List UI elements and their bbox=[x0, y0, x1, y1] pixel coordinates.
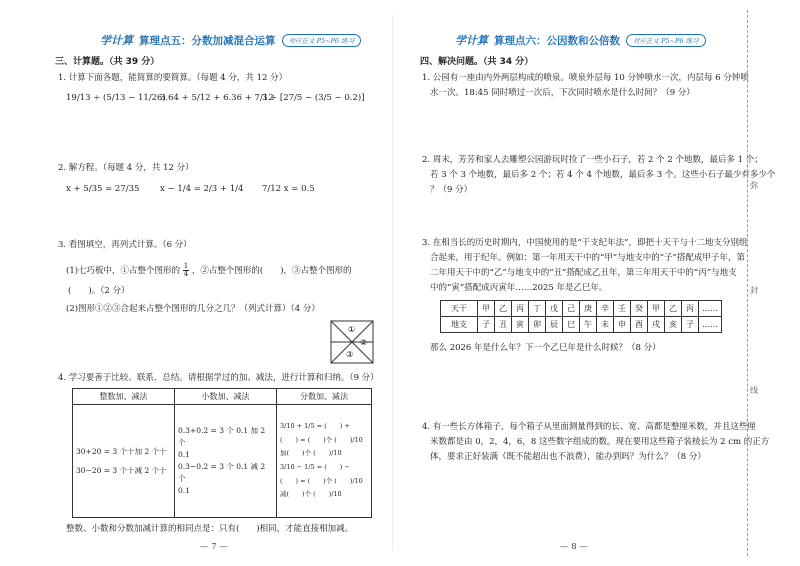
dizhi-cell: 酉 bbox=[631, 317, 648, 333]
q2-expr2: x − 1/4 = 2/3 + 1/4 bbox=[160, 184, 244, 194]
q4-table bbox=[72, 388, 372, 518]
right-page bbox=[400, 0, 776, 566]
p3-question: 那么 2026 年是什么年？下一个乙巳年是什么时候？（8 分） bbox=[430, 343, 661, 353]
p1-line2: 水一次。18:45 同时喷过一次后，下次同时喷水是什么时间？（9 分） bbox=[430, 88, 695, 98]
side-char-3: 线 bbox=[750, 386, 758, 395]
p4-line3: 体，要求正好装满（既不能超出也不浪费），能办到吗？为什么？（8 分） bbox=[430, 452, 706, 462]
section-4: 四、解决问题。（共 34 分） bbox=[420, 57, 534, 67]
integer-line-1: 30+20 = 3 个十加 2 个十 bbox=[76, 447, 167, 456]
page-number-left: — 7 — bbox=[200, 542, 228, 552]
binding-line bbox=[747, 10, 748, 556]
tiangan-cell: 己 bbox=[563, 301, 580, 317]
dizhi-cell: 午 bbox=[580, 317, 597, 333]
q1-stem: 1. 计算下面各题，能简算的要简算。（每题 4 分，共 12 分） bbox=[58, 73, 288, 83]
section-3: 三、计算题。（共 39 分） bbox=[55, 57, 160, 67]
q4-stem: 4. 学习要善于比较、联系、总结。请根据学过的加、减法，进行计算和归纳。（9 分） bbox=[58, 373, 379, 383]
right-header bbox=[455, 32, 706, 48]
fraction-line-4: 减( )个 ( )/10 bbox=[280, 490, 342, 499]
left-page bbox=[0, 0, 385, 566]
left-tag: 对应正文 P5~P6 练习 bbox=[282, 34, 362, 47]
integer-cell bbox=[73, 405, 175, 518]
fraction-line-2: 加( )个 ( )/10 bbox=[280, 449, 342, 458]
left-title: 算理点五：分数加减混合运算 bbox=[139, 34, 276, 47]
right-tag: 对应正文 P5~P6 练习 bbox=[626, 34, 706, 47]
tiangan-cell: 戊 bbox=[546, 301, 563, 317]
tiangan-cell: 辛 bbox=[597, 301, 614, 317]
dizhi-cell: 戌 bbox=[648, 317, 665, 333]
side-char-2: 封 bbox=[750, 286, 758, 295]
dizhi-cell: 卯 bbox=[529, 317, 546, 333]
brand-logo: 学计算 bbox=[100, 34, 133, 47]
q3-line2: ( )。（2 分） bbox=[68, 286, 130, 296]
table-row bbox=[73, 405, 372, 518]
p3-line4: 中的“寅”搭配成丙寅年……2025 年是乙巳年。 bbox=[430, 283, 608, 293]
tangram-piece-3: ③ bbox=[346, 350, 354, 359]
tiangan-cell: 乙 bbox=[495, 301, 512, 317]
q1-expr1: 19/13 ÷ (5/13 − 11/26) bbox=[66, 93, 166, 103]
center-gutter bbox=[392, 15, 393, 551]
tangram-figure bbox=[330, 320, 374, 364]
left-header bbox=[100, 32, 361, 48]
p4-line1: 4. 有一些长方体箱子，每个箱子从里面测量得到的长、宽、高都是整厘米数，并且这些厘 bbox=[422, 422, 756, 432]
q3-line1a: (1)七巧板中，①占整个图形的 bbox=[66, 266, 181, 276]
dizhi-cell: 丑 bbox=[495, 317, 512, 333]
dizhi-row bbox=[441, 317, 722, 333]
tiangan-cell: …… bbox=[699, 301, 722, 317]
fraction-line-3: 3/10 − 1/5 = ( ) − ( ) = ( )个 ( )/10 bbox=[280, 463, 363, 485]
decimal-line-1: 0.3+0.2 = 3 个 0.1 加 2 个 bbox=[178, 426, 266, 447]
tangram-piece-2: ② bbox=[360, 338, 368, 347]
tiangan-cell: 丙 bbox=[512, 301, 529, 317]
decimal-line-3: 0.3−0.2 = 3 个 0.1 减 2 个 bbox=[178, 462, 266, 483]
tangram-piece-1: ① bbox=[348, 325, 356, 334]
dizhi-cell: 寅 bbox=[512, 317, 529, 333]
fraction-one-quarter: $\frac{1}{4}$ bbox=[183, 262, 189, 278]
q4-footer: 整数、小数和分数加减计算的相同点是：只有( )相同，才能直接相加减。 bbox=[66, 524, 354, 534]
q2-expr3: 7/12 x = 0.5 bbox=[262, 184, 315, 194]
tiangan-cell: 天干 bbox=[441, 301, 478, 317]
q2-stem: 2. 解方程。（每题 4 分，共 12 分） bbox=[58, 163, 194, 173]
p3-line1: 3. 在相当长的历史时期内，中国使用的是“干支纪年法”，即把十天干与十二地支分别组 bbox=[422, 238, 748, 248]
dizhi-cell: …… bbox=[699, 317, 722, 333]
p2-line2: 若 3 个 3 个地数，最后多 2 个；若 4 个 4 个地数，最后多 3 个。这些小石子最少有多少个 bbox=[430, 170, 776, 180]
header-integer: 整数加、减法 bbox=[73, 389, 175, 405]
decimal-line-2: 0.1 bbox=[178, 450, 190, 459]
side-char-1: 弥 bbox=[750, 181, 758, 190]
fraction-line-1: 3/10 + 1/5 = ( ) + ( ) = ( )个 ( )/10 bbox=[280, 422, 363, 444]
tiangan-cell: 甲 bbox=[648, 301, 665, 317]
p2-line1: 2. 周末，芳芳和家人去雕塑公园游玩时捡了一些小石子，若 2 个 2 个地数，最后多 1 个； bbox=[422, 155, 763, 165]
p3-line2: 合起来，用于纪年。例如：第一年用天干中的“甲”与地支中的“子”搭配成甲子年，第 bbox=[430, 253, 745, 263]
dizhi-cell: 巳 bbox=[563, 317, 580, 333]
p3-line3: 二年用天干中的“乙”与地支中的“丑”搭配成乙丑年，第三年用天干中的“丙”与地支 bbox=[430, 268, 737, 278]
tiangan-cell: 乙 bbox=[665, 301, 682, 317]
header-fraction: 分数加、减法 bbox=[277, 389, 372, 405]
dizhi-cell: 申 bbox=[614, 317, 631, 333]
dizhi-cell: 子 bbox=[478, 317, 495, 333]
p4-line2: 米数都是由 0，2，4，6，8 这些数字组成的数。现在要用这些箱子装棱长为 2 cm 的正方 bbox=[430, 437, 770, 447]
dizhi-cell: 未 bbox=[597, 317, 614, 333]
tiangan-cell: 甲 bbox=[478, 301, 495, 317]
tiangan-cell: 壬 bbox=[614, 301, 631, 317]
q3-line3: (2)图形①②③合起来占整个图形的几分之几？（列式计算）（4 分） bbox=[66, 304, 320, 314]
q1-expr2: 3.64 + 5/12 + 6.36 + 7/12 bbox=[160, 93, 274, 103]
brand-logo: 学计算 bbox=[455, 34, 488, 47]
p1-line1: 1. 公园有一座由内外两层构成的喷泉。喷泉外层每 10 分钟喷水一次，内层每 6 分钟喷 bbox=[422, 73, 749, 83]
page-number-right: — 8 — bbox=[560, 542, 588, 552]
dizhi-cell: 子 bbox=[682, 317, 699, 333]
tiangan-cell: 丙 bbox=[682, 301, 699, 317]
dizhi-cell: 辰 bbox=[546, 317, 563, 333]
integer-line-2: 30−20 = 3 个十减 2 个十 bbox=[76, 466, 167, 475]
q3-line1b: ，②占整个图形的( )，③占整个图形的 bbox=[191, 266, 352, 276]
q1-expr3: 3 ÷ [27/5 − (3/5 − 0.2)] bbox=[262, 93, 365, 103]
header-decimal: 小数加、减法 bbox=[175, 389, 277, 405]
tiangan-row bbox=[441, 301, 722, 317]
p2-line3: ？（9 分） bbox=[430, 185, 473, 195]
tiangan-cell: 丁 bbox=[529, 301, 546, 317]
q3-line1 bbox=[66, 263, 352, 278]
ganzhi-table bbox=[440, 300, 722, 333]
decimal-line-4: 0.1 bbox=[178, 486, 190, 495]
q3-stem: 3. 看图填空，再列式计算。（6 分） bbox=[58, 240, 192, 250]
table-header-row bbox=[73, 389, 372, 405]
dizhi-cell: 亥 bbox=[665, 317, 682, 333]
decimal-cell bbox=[175, 405, 277, 518]
tiangan-cell: 庚 bbox=[580, 301, 597, 317]
q2-expr1: x + 5/35 = 27/35 bbox=[66, 184, 140, 194]
dizhi-cell: 地支 bbox=[441, 317, 478, 333]
tiangan-cell: 癸 bbox=[631, 301, 648, 317]
right-title: 算理点六：公因数和公倍数 bbox=[494, 34, 620, 47]
fraction-cell bbox=[277, 405, 372, 518]
